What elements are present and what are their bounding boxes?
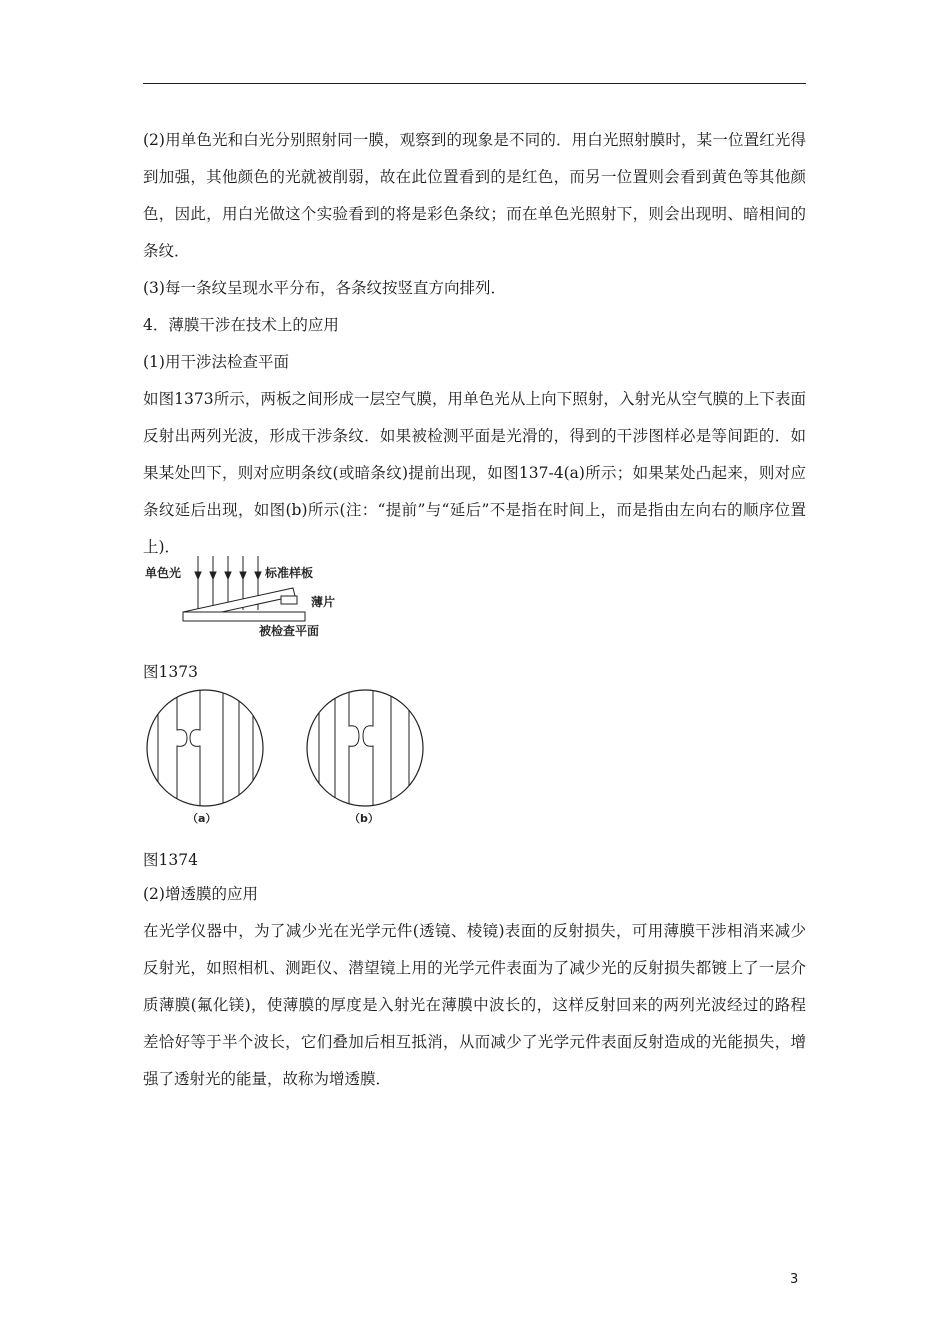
subsection-heading: (2)增透膜的应用 (143, 885, 258, 903)
paragraph: (3)每一条纹呈现水平分布，各条纹按竖直方向排列． (143, 279, 506, 297)
pattern-b (319, 688, 409, 808)
label-a: （a） (187, 812, 217, 825)
body-text-bottom (143, 876, 806, 1098)
page-number: 3 (790, 1272, 799, 1287)
figure-flatness-test (143, 552, 363, 642)
label-inspected-surface: 被检查平面 (259, 624, 320, 638)
paragraph: 如图1373所示，两板之间形成一层空气膜，用单色光从上向下照射，入射光从空气膜的上下表面反射出两列光波，形成干涉条纹．如果被检测平面是光滑的，得到的干涉图样必是等间距的．如果某处凹下，则对应明条纹(或暗条纹)提前出现，如图137-4(a)所示；如果某处凸起来，则对应条纹延后出现，如图(b)所示(注：“提前”与“延后”不是指在时间上，而是指由左向右的顺序位置上)． (143, 390, 806, 556)
circle-b (307, 690, 423, 806)
paragraph: 在光学仪器中，为了减少光在光学元件(透镜、棱镜)表面的反射损失，可用薄膜干涉相消来减少反射光，如照相机、测距仪、潜望镜上用的光学元件表面为了减少光的反射损失都镀上了一层介质薄膜(氟化镁)，使薄膜的厚度是入射光在薄膜中波长的，这样反射回来的两列光波经过的路程差恰好等于半个波长，它们叠加后相互抵消，从而减少了光学元件表面反射造成的光能损失，增强了透射光的能量，故称为增透膜． (143, 922, 806, 1088)
inspected-plate (183, 612, 305, 621)
figure2-caption: 图1374 (143, 851, 198, 869)
label-b: （b） (349, 812, 379, 825)
section-heading: 4．薄膜干涉在技术上的应用 (143, 316, 339, 334)
thin-sheet (281, 596, 297, 604)
body-text-top (143, 122, 806, 566)
pattern-a (158, 688, 253, 808)
label-standard-plate: 标准样板 (265, 566, 314, 580)
paragraph: (2)用单色光和白光分别照射同一膜，观察到的现象是不同的．用白光照射膜时，某一位置红光得到加强，其他颜色的光就被削弱，故在此位置看到的是红色，而另一位置则会看到黄色等其他颜色，因此，用白光做这个实验看到的将是彩色条纹；而在单色光照射下，则会出现明、暗相间的条纹． (143, 131, 806, 260)
figure1-caption: 图1373 (143, 663, 198, 681)
circle-a (147, 690, 263, 806)
label-thin-sheet: 薄片 (311, 595, 336, 609)
figure-fringe-patterns (143, 688, 433, 828)
header-rule (143, 83, 806, 84)
subsection-heading: (1)用干涉法检查平面 (143, 353, 289, 371)
label-monochromatic-light: 单色光 (145, 566, 182, 580)
